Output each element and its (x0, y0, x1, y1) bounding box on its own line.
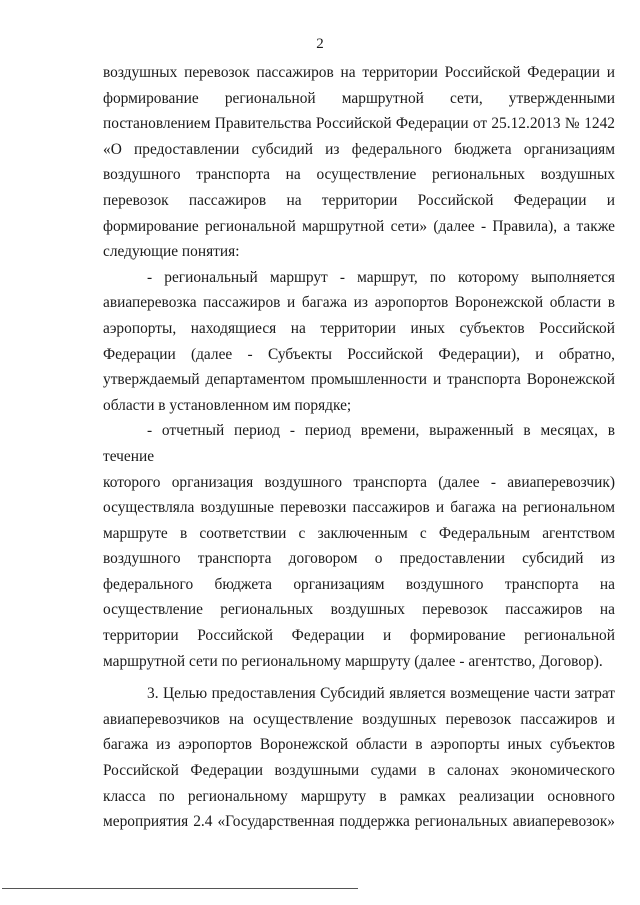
text-line: воздушного транспорта договором о предоставлении субсидий из (103, 550, 615, 568)
text-line: воздушных перевозок пассажиров на территории Российской Федерации и (103, 64, 615, 81)
text-line: формирование региональной маршрутной сети» (далее - Правила), а также (103, 217, 615, 235)
text-line: «О предоставлении субсидий из федерального бюджета организациям (103, 140, 615, 158)
text-line: осуществляла воздушные перевозки пассажиров и багажа на региональном (103, 499, 615, 517)
text-line: авиаперевозчиков на осуществление воздушных перевозок пассажиров и (103, 710, 615, 728)
text-line: класса по региональному маршруту в рамках реализации основного (103, 787, 615, 805)
footer-rule (2, 888, 358, 889)
text-line: багажа из аэропортов Воронежской области в аэропорты иных субъектов (103, 736, 615, 754)
text-line: утверждаемый департаментом промышленности и транспорта Воронежской (103, 371, 615, 389)
text-line: - отчетный период - период времени, выраженный в месяцах, в течение (103, 422, 615, 465)
page-number: 2 (316, 36, 324, 52)
text-line: области в установленном им порядке; (103, 396, 352, 414)
text-line: федерального бюджета организациям воздушного транспорта на (103, 575, 615, 593)
text-line: территории Российской Федерации и формирование региональной (103, 627, 615, 645)
text-line: Федерации (далее - Субъекты Российской Федерации), и обратно, (103, 345, 615, 363)
text-line: постановлением Правительства Российской Федерации от 25.12.2013 № 1242 (103, 115, 615, 133)
text-line: мероприятия 2.4 «Государственная поддержка региональных авиаперевозок» (103, 813, 615, 831)
text-line: формирование региональной маршрутной сети, утвержденными (103, 89, 615, 107)
text-line: Российской Федерации воздушными судами в салонах экономического (103, 762, 615, 780)
text-line: воздушного транспорта на осуществление региональных воздушных (103, 166, 615, 184)
text-line: которого организация воздушного транспорта (далее - авиаперевозчик) (103, 473, 615, 491)
text-line: осуществление региональных воздушных перевозок пассажиров на (103, 601, 615, 619)
text-line: аэропорты, находящиеся на территории иных субъектов Российской (103, 319, 615, 337)
text-line: маршруте в соответствии с заключенным с Федеральным агентством (103, 524, 615, 542)
text-line: следующие понятия: (103, 243, 240, 261)
text-line: - региональный маршрут - маршрут, по которому выполняется (147, 268, 615, 286)
text-line: авиаперевозка пассажиров и багажа из аэропортов Воронежской области в (103, 294, 615, 312)
document-body (103, 60, 615, 835)
text-line: перевозок пассажиров на территории Российской Федерации и (103, 191, 615, 209)
text-line: маршрутной сети по региональному маршруту (далее - агентство, Договор). (103, 652, 603, 670)
text-line: 3. Целью предоставления Субсидий является возмещение части затрат (147, 685, 615, 703)
